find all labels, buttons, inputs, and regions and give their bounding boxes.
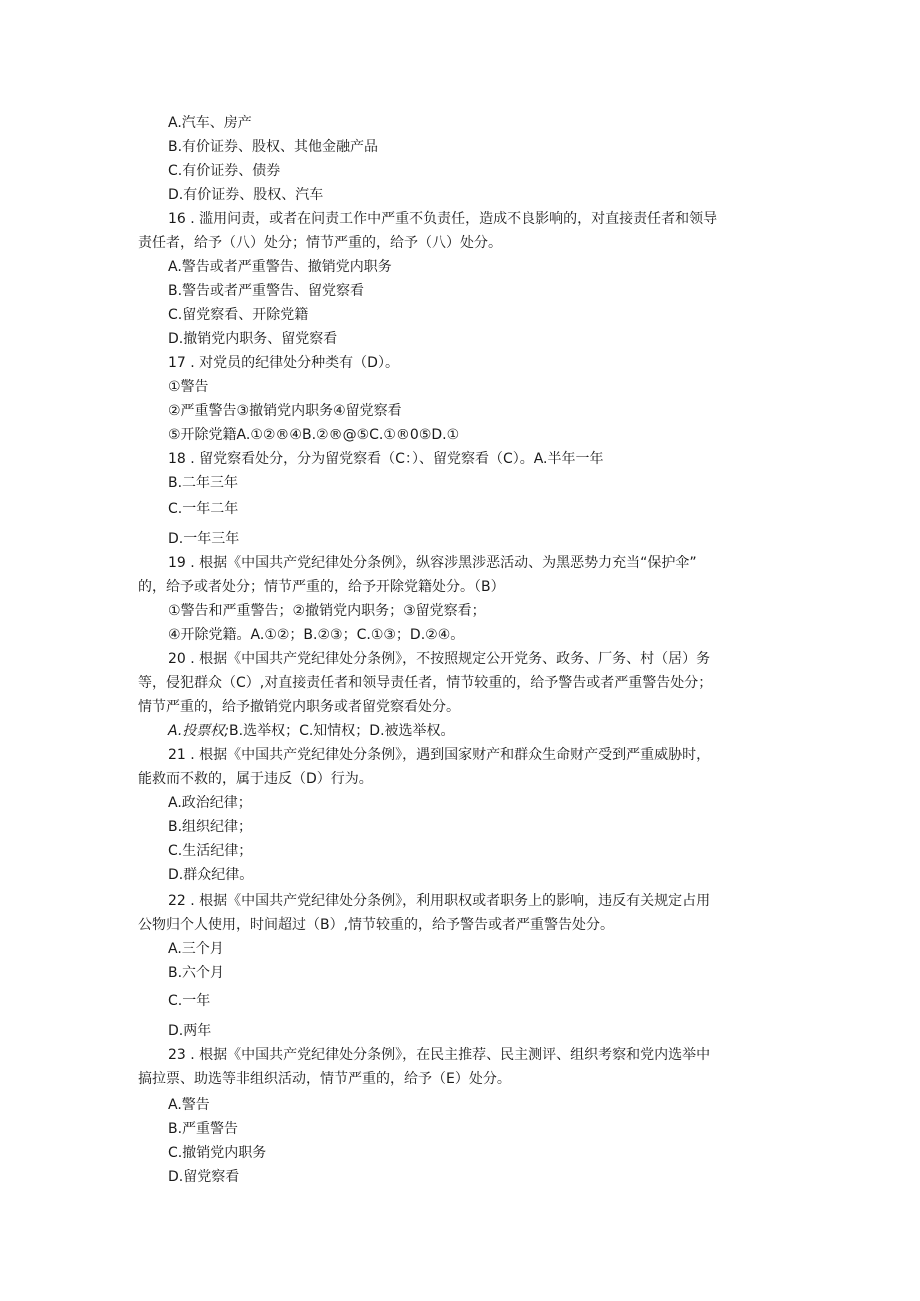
option-line: C.生活纪律；: [168, 843, 253, 859]
option-line: C.一年二年: [168, 501, 239, 517]
option-line: D.撤销党内职务、留党察看: [168, 331, 338, 347]
option-line: ⑤开除党籍A.①②®④B.②®@⑤C.①®0⑤D.①: [168, 427, 460, 443]
option-line: C.有价证券、债券: [168, 163, 281, 179]
option-line: [168, 722, 455, 740]
question-22-line: 22 . 根据《中国共产党纪律处分条例》，利用职权或者职务上的影响，违反有关规定占用: [168, 893, 711, 909]
option-line: ②严重警告③撤销党内职务④留党察看: [168, 403, 402, 419]
question-20-line: 等，侵犯群众（C）,对直接责任者和领导责任者，情节较重的，给予警告或者严重警告处分；: [138, 675, 713, 691]
question-19-line: 19 . 根据《中国共产党纪律处分条例》，纵容涉黑涉恶活动、为黑恶势力充当“保护伞”: [168, 555, 697, 571]
question-21-line: 能救而不救的，属于违反（D）行为。: [138, 771, 373, 787]
question-18-line: 18 . 留党察看处分，分为留党察看（C：）、留党察看（C）。A.半年一年: [168, 451, 604, 467]
option-line: B.二年三年: [168, 475, 239, 491]
question-23-line: 搞拉票、助选等非组织活动，情节严重的，给予（E）处分。: [138, 1071, 511, 1087]
question-16-line: 16 . 滥用问责，或者在问责工作中严重不负责任，造成不良影响的，对直接责任者和领导: [168, 211, 718, 227]
question-20-line: 20 . 根据《中国共产党纪律处分条例》，不按照规定公开党务、政务、厂务、村（居）务: [168, 651, 711, 667]
question-17-line: 17 . 对党员的纪律处分种类有（D）。: [168, 355, 399, 371]
option-line: A.警告: [168, 1097, 210, 1113]
option-line: A.政治纪律；: [168, 795, 252, 811]
option-line: D.两年: [168, 1023, 212, 1039]
question-21-line: 21 . 根据《中国共产党纪律处分条例》，遇到国家财产和群众生命财产受到严重威胁时，: [168, 747, 711, 763]
option-line: A.三个月: [168, 941, 224, 957]
question-23-line: 23 . 根据《中国共产党纪律处分条例》，在民主推荐、民主测评、组织考察和党内选举中: [168, 1047, 711, 1063]
option-line: D.留党察看: [168, 1169, 240, 1185]
option-line: D.有价证券、股权、汽车: [168, 187, 324, 203]
option-line: B.六个月: [168, 965, 225, 981]
option-a-italic: A.投票权;: [168, 723, 230, 739]
option-line: D.群众纪律。: [168, 867, 254, 883]
question-22-line: 公物归个人使用，时间超过（B）,情节较重的，给予警告或者严重警告处分。: [138, 917, 615, 933]
option-line: D.一年三年: [168, 531, 240, 547]
option-line: B.组织纪律；: [168, 819, 253, 835]
option-line: B.严重警告: [168, 1121, 239, 1137]
option-line: ④开除党籍。A.①②；B.②③；C.①③；D.②④。: [168, 627, 465, 643]
question-19-line: 的，给予或者处分；情节严重的，给予开除党籍处分。（B）: [138, 579, 505, 595]
option-line: C.一年: [168, 993, 211, 1009]
question-16-line: 责任者，给予（八）处分；情节严重的，给予（八）处分。: [138, 235, 502, 251]
option-line: A.汽车、房产: [168, 115, 252, 131]
option-line: A.警告或者严重警告、撤销党内职务: [168, 259, 392, 275]
option-rest: B.选举权；C.知情权；D.被选举权。: [229, 723, 455, 739]
option-line: ①警告: [168, 379, 209, 395]
option-line: C.撤销党内职务: [168, 1145, 267, 1161]
option-line: C.留党察看、开除党籍: [168, 307, 309, 323]
option-line: ①警告和严重警告；②撤销党内职务；③留党察看；: [168, 603, 486, 619]
option-line: B.警告或者严重警告、留党察看: [168, 283, 365, 299]
option-line: B.有价证券、股权、其他金融产品: [168, 139, 379, 155]
question-20-line: 情节严重的，给予撤销党内职务或者留党察看处分。: [138, 699, 460, 715]
